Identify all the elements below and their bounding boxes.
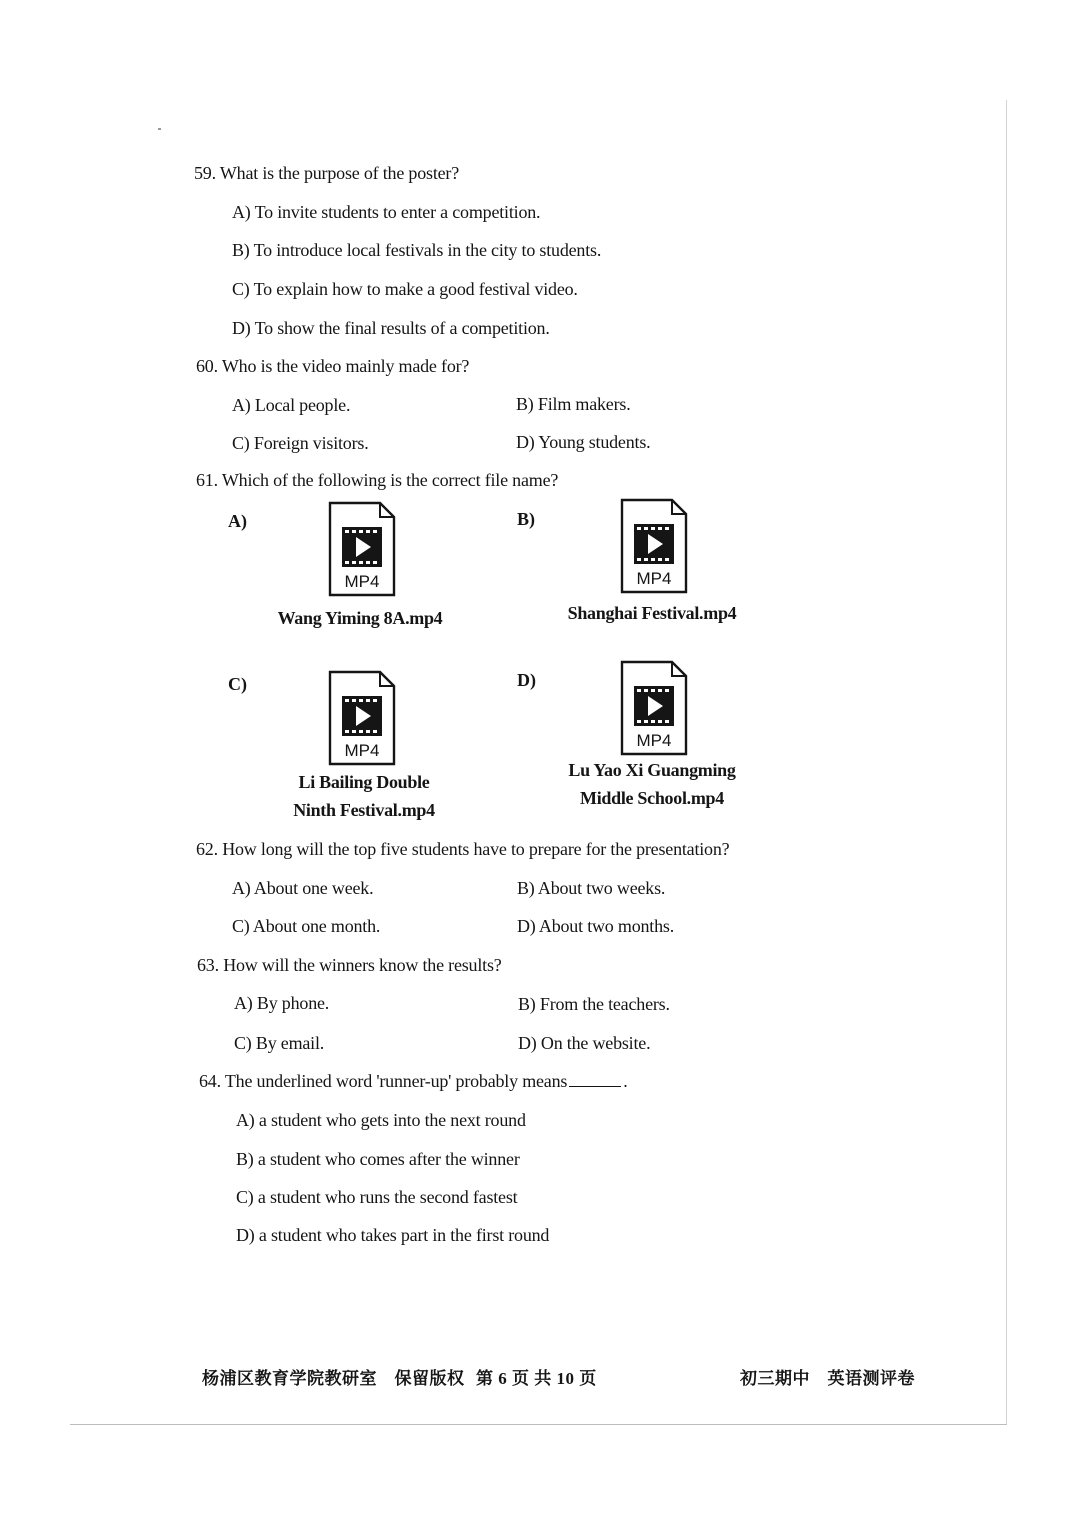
question-64-option-b: B) a student who comes after the winner bbox=[236, 1149, 520, 1169]
question-59-stem: 59. What is the purpose of the poster? bbox=[194, 163, 460, 183]
question-61-choice-d-filename bbox=[540, 756, 764, 812]
question-59-option-b: B) To introduce local festivals in the city to students. bbox=[232, 240, 602, 260]
question-62-option-c: C) About one month. bbox=[232, 916, 381, 936]
question-63-stem: 63. How will the winners know the results? bbox=[197, 955, 502, 975]
question-64-option-a: A) a student who gets into the next round bbox=[236, 1110, 526, 1130]
question-63-option-d: D) On the website. bbox=[518, 1033, 651, 1053]
page-edge-right bbox=[1006, 100, 1007, 1425]
question-64-stem bbox=[199, 1071, 628, 1092]
question-64-stem-end: . bbox=[623, 1071, 628, 1091]
mp4-file-icon bbox=[328, 501, 396, 597]
question-64-option-d: D) a student who takes part in the first round bbox=[236, 1225, 550, 1245]
question-59-option-c: C) To explain how to make a good festival video. bbox=[232, 279, 578, 299]
question-60-option-a: A) Local people. bbox=[232, 395, 351, 415]
question-61-choice-b-filename bbox=[540, 599, 764, 627]
footer-copyright: 杨浦区教育学院教研室 保留版权 bbox=[202, 1369, 465, 1388]
scan-speck bbox=[158, 128, 161, 130]
question-61-choice-c-filename bbox=[254, 768, 474, 824]
question-61-choice-a-filename bbox=[250, 604, 470, 632]
question-61-choice-a-letter: A) bbox=[228, 511, 247, 531]
filename-line: Middle School.mp4 bbox=[580, 788, 724, 808]
question-60-option-d: D) Young students. bbox=[516, 432, 651, 452]
filename-line: Shanghai Festival.mp4 bbox=[567, 603, 737, 623]
question-63-option-b: B) From the teachers. bbox=[518, 994, 670, 1014]
mp4-file-icon bbox=[328, 670, 396, 766]
question-61-stem: 61. Which of the following is the correct file name? bbox=[196, 470, 559, 490]
mp4-file-icon bbox=[620, 498, 688, 594]
filename-line: Wang Yiming 8A.mp4 bbox=[277, 608, 443, 628]
question-62-option-a: A) About one week. bbox=[232, 878, 374, 898]
question-64-option-c: C) a student who runs the second fastest bbox=[236, 1187, 518, 1207]
footer-page-number: 第 6 页 共 10 页 bbox=[476, 1369, 597, 1388]
page-edge-bottom bbox=[70, 1424, 1007, 1425]
question-60-option-c: C) Foreign visitors. bbox=[232, 433, 369, 453]
question-63-option-a: A) By phone. bbox=[234, 993, 330, 1013]
question-62-option-d: D) About two months. bbox=[517, 916, 675, 936]
mp4-badge: MP4 bbox=[636, 569, 672, 588]
filename-line: Li Bailing Double bbox=[298, 772, 430, 792]
mp4-file-icon bbox=[620, 660, 688, 756]
question-61-choice-b-letter: B) bbox=[517, 509, 535, 529]
answer-blank bbox=[569, 1086, 621, 1087]
question-60-option-b: B) Film makers. bbox=[516, 394, 631, 414]
question-62-option-b: B) About two weeks. bbox=[517, 878, 666, 898]
question-63-option-c: C) By email. bbox=[234, 1033, 325, 1053]
filename-line: Ninth Festival.mp4 bbox=[293, 800, 435, 820]
question-59-option-a: A) To invite students to enter a competition. bbox=[232, 202, 541, 222]
question-64-stem-text: 64. The underlined word 'runner-up' probably means bbox=[199, 1071, 568, 1091]
question-61-choice-d-letter: D) bbox=[517, 670, 536, 690]
mp4-badge: MP4 bbox=[344, 572, 380, 591]
question-62-stem: 62. How long will the top five students have to prepare for the presentation? bbox=[196, 839, 730, 859]
question-61-choice-c-letter: C) bbox=[228, 674, 247, 694]
footer-exam-title: 初三期中 英语测评卷 bbox=[740, 1369, 915, 1388]
question-60-stem: 60. Who is the video mainly made for? bbox=[196, 356, 470, 376]
mp4-badge: MP4 bbox=[636, 731, 672, 750]
question-59-option-d: D) To show the final results of a competition. bbox=[232, 318, 550, 338]
filename-line: Lu Yao Xi Guangming bbox=[568, 760, 736, 780]
mp4-badge: MP4 bbox=[344, 741, 380, 760]
